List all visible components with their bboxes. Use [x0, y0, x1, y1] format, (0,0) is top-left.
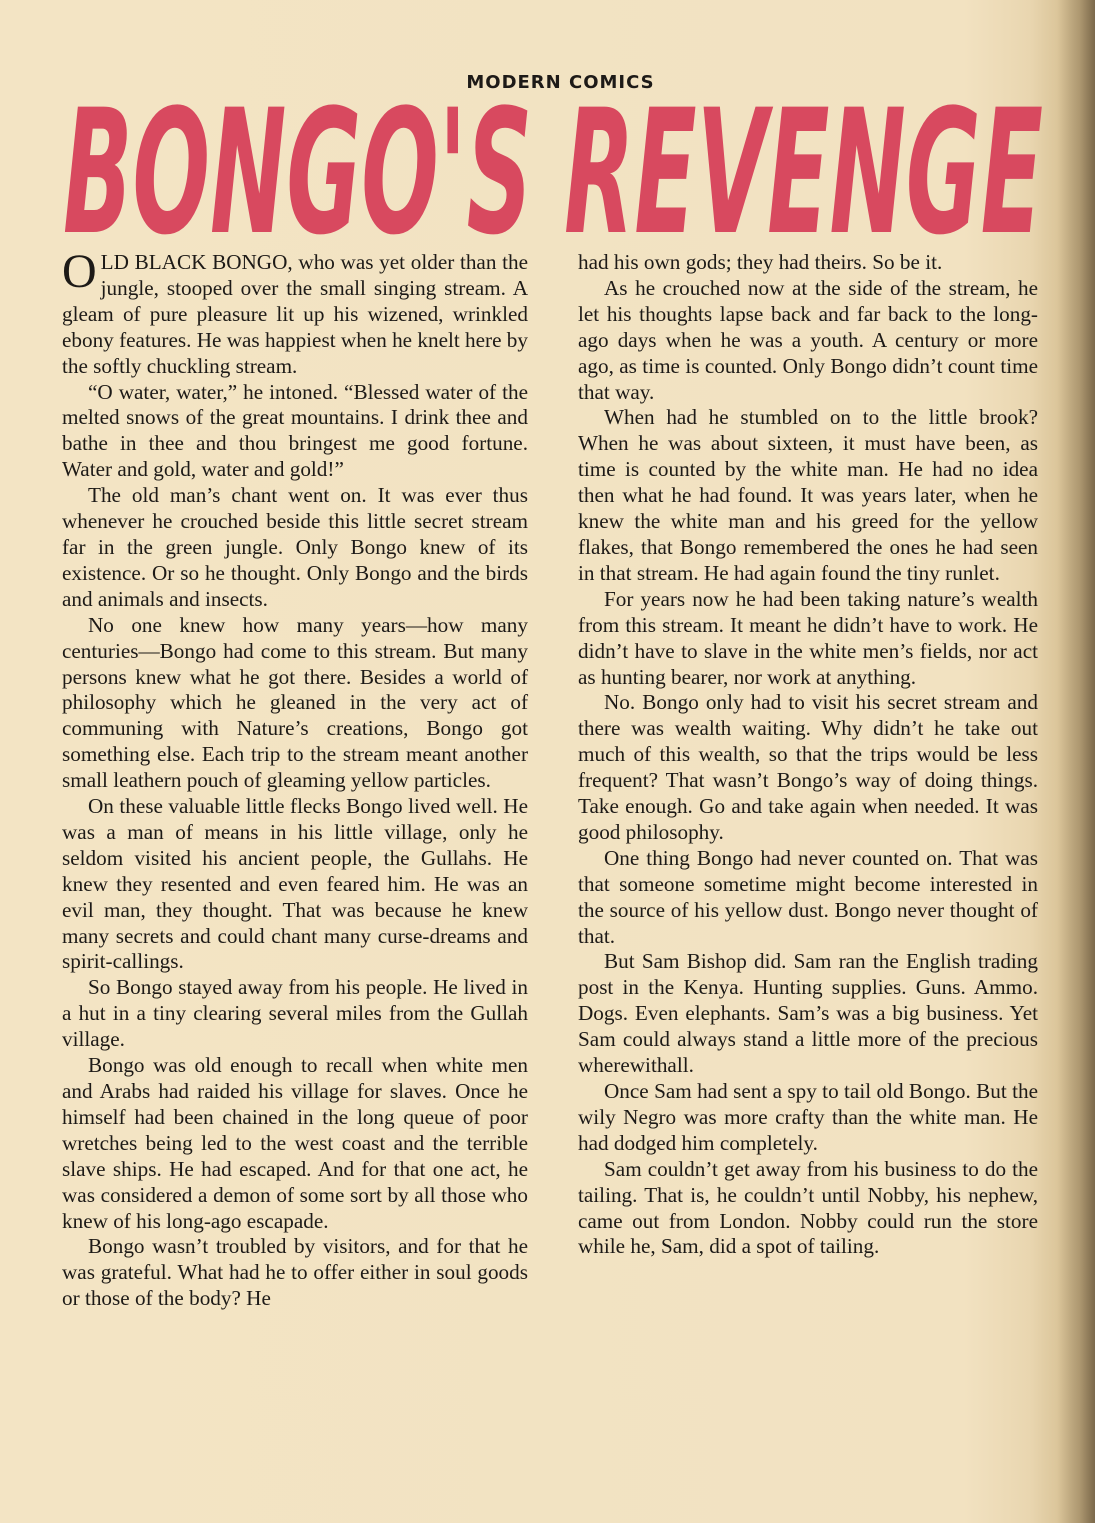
page-spine-shadow — [1057, 0, 1095, 1523]
paragraph: Bongo wasn’t troubled by visitors, and for that he was grateful. What had he to offer either in soul goods or those of the body? He — [62, 1234, 528, 1311]
drop-cap: O — [62, 245, 97, 298]
paragraph: On these valuable little flecks Bongo lived well. He was a man of means in his little village, only he seldom visited his ancient people, the Gullahs. He knew they resented and even feared him. He was an evil man, they thought. That was because he knew many secrets and could chant many curse-dreams and spirit-callings. — [62, 794, 528, 974]
left-column — [62, 245, 528, 1312]
paragraph: No one knew how many years—how many centuries—Bongo had come to this stream. But many persons knew what he got there. Besides a world of philosophy which he gleaned in the very act of communing with Nature’s creations, Bongo got something else. Each trip to the stream meant another small leathern pouch of gleaming yellow particles. — [62, 612, 528, 793]
paragraph: “O water, water,” he intoned. “Blessed water of the melted snows of the great mountains. I drink thee and bathe in thee and thou bringest me good fortune. Water and gold, water and gold!” — [62, 379, 528, 482]
paragraph: Bongo was old enough to recall when white men and Arabs had raided his village for slaves. Once he himself had been chained in the long queue of poor wretches being led to the west coast and the terrible slave ships. He had escaped. And for that one act, he was considered a demon of some sort by all those who knew of his long-ago escapade. — [62, 1053, 528, 1233]
story-title — [58, 84, 1048, 254]
paragraph: One thing Bongo had never counted on. That was that someone sometime might become interested in the source of his yellow dust. Bongo never thought of that. — [578, 845, 1038, 948]
paragraph — [62, 245, 528, 380]
paragraph: As he crouched now at the side of the stream, he let his thoughts lapse back and far back to the long-ago days when he was a youth. A century or more ago, as time is counted. Only Bongo didn’t count time that way. — [578, 275, 1038, 404]
paragraph: When had he stumbled on to the little brook? When he was about sixteen, it must have been, as time is counted by the white man. He had no idea then what he had found. It was years later, when he knew the white man and his greed for the yellow flakes, that Bongo remembered the ones he had seen in that stream. He had again found the tiny runlet. — [578, 405, 1038, 585]
right-column — [578, 250, 1038, 1260]
paragraph: Sam couldn’t get away from his business to do the tailing. That is, he couldn’t until Nobby, his nephew, came out from London. Nobby could run the store while he, Sam, did a spot of tailing. — [578, 1156, 1038, 1259]
paragraph-continuation: had his own gods; they had theirs. So be it. — [578, 250, 943, 274]
paragraph: For years now he had been taking nature’s wealth from this stream. It meant he didn’t have to work. He didn’t have to slave in the white men’s fields, nor act as hunting bearer, nor work at anything. — [578, 586, 1038, 689]
paragraph: The old man’s chant went on. It was ever thus whenever he crouched beside this little secret stream far in the green jungle. Only Bongo knew of its existence. Or so he thought. Only Bongo and the birds and animals and insects. — [62, 483, 528, 611]
paragraph: But Sam Bishop did. Sam ran the English trading post in the Kenya. Hunting supplies. Guns. Ammo. Dogs. Even elephants. Sam’s was a big business. Yet Sam could always stand a little more of the precious wherewithall. — [578, 949, 1038, 1078]
paragraph-text: LD BLACK BONGO, who was yet older than the jungle, stooped over the small singing stream. A gleam of pure pleasure lit up his wizened, wrinkled ebony features. He was happiest when he knelt here by the softly chuckling stream. — [62, 250, 528, 378]
story-title-text: BONGO'S REVENGE — [63, 84, 1043, 254]
story-title-graphic — [58, 84, 1048, 254]
paragraph: So Bongo stayed away from his people. He lived in a hut in a tiny clearing several miles from the Gullah village. — [62, 975, 528, 1052]
series-header: MODERN COMICS — [466, 72, 655, 93]
paragraph: Once Sam had sent a spy to tail old Bongo. But the wily Negro was more crafty than the white man. He had dodged him completely. — [578, 1079, 1038, 1155]
paragraph: No. Bongo only had to visit his secret stream and there was wealth waiting. Why didn’t he take out much of this wealth, so that the trips would be less frequent? That wasn’t Bongo’s way of doing things. Take enough. Go and take again when needed. It was good philosophy. — [578, 690, 1038, 844]
